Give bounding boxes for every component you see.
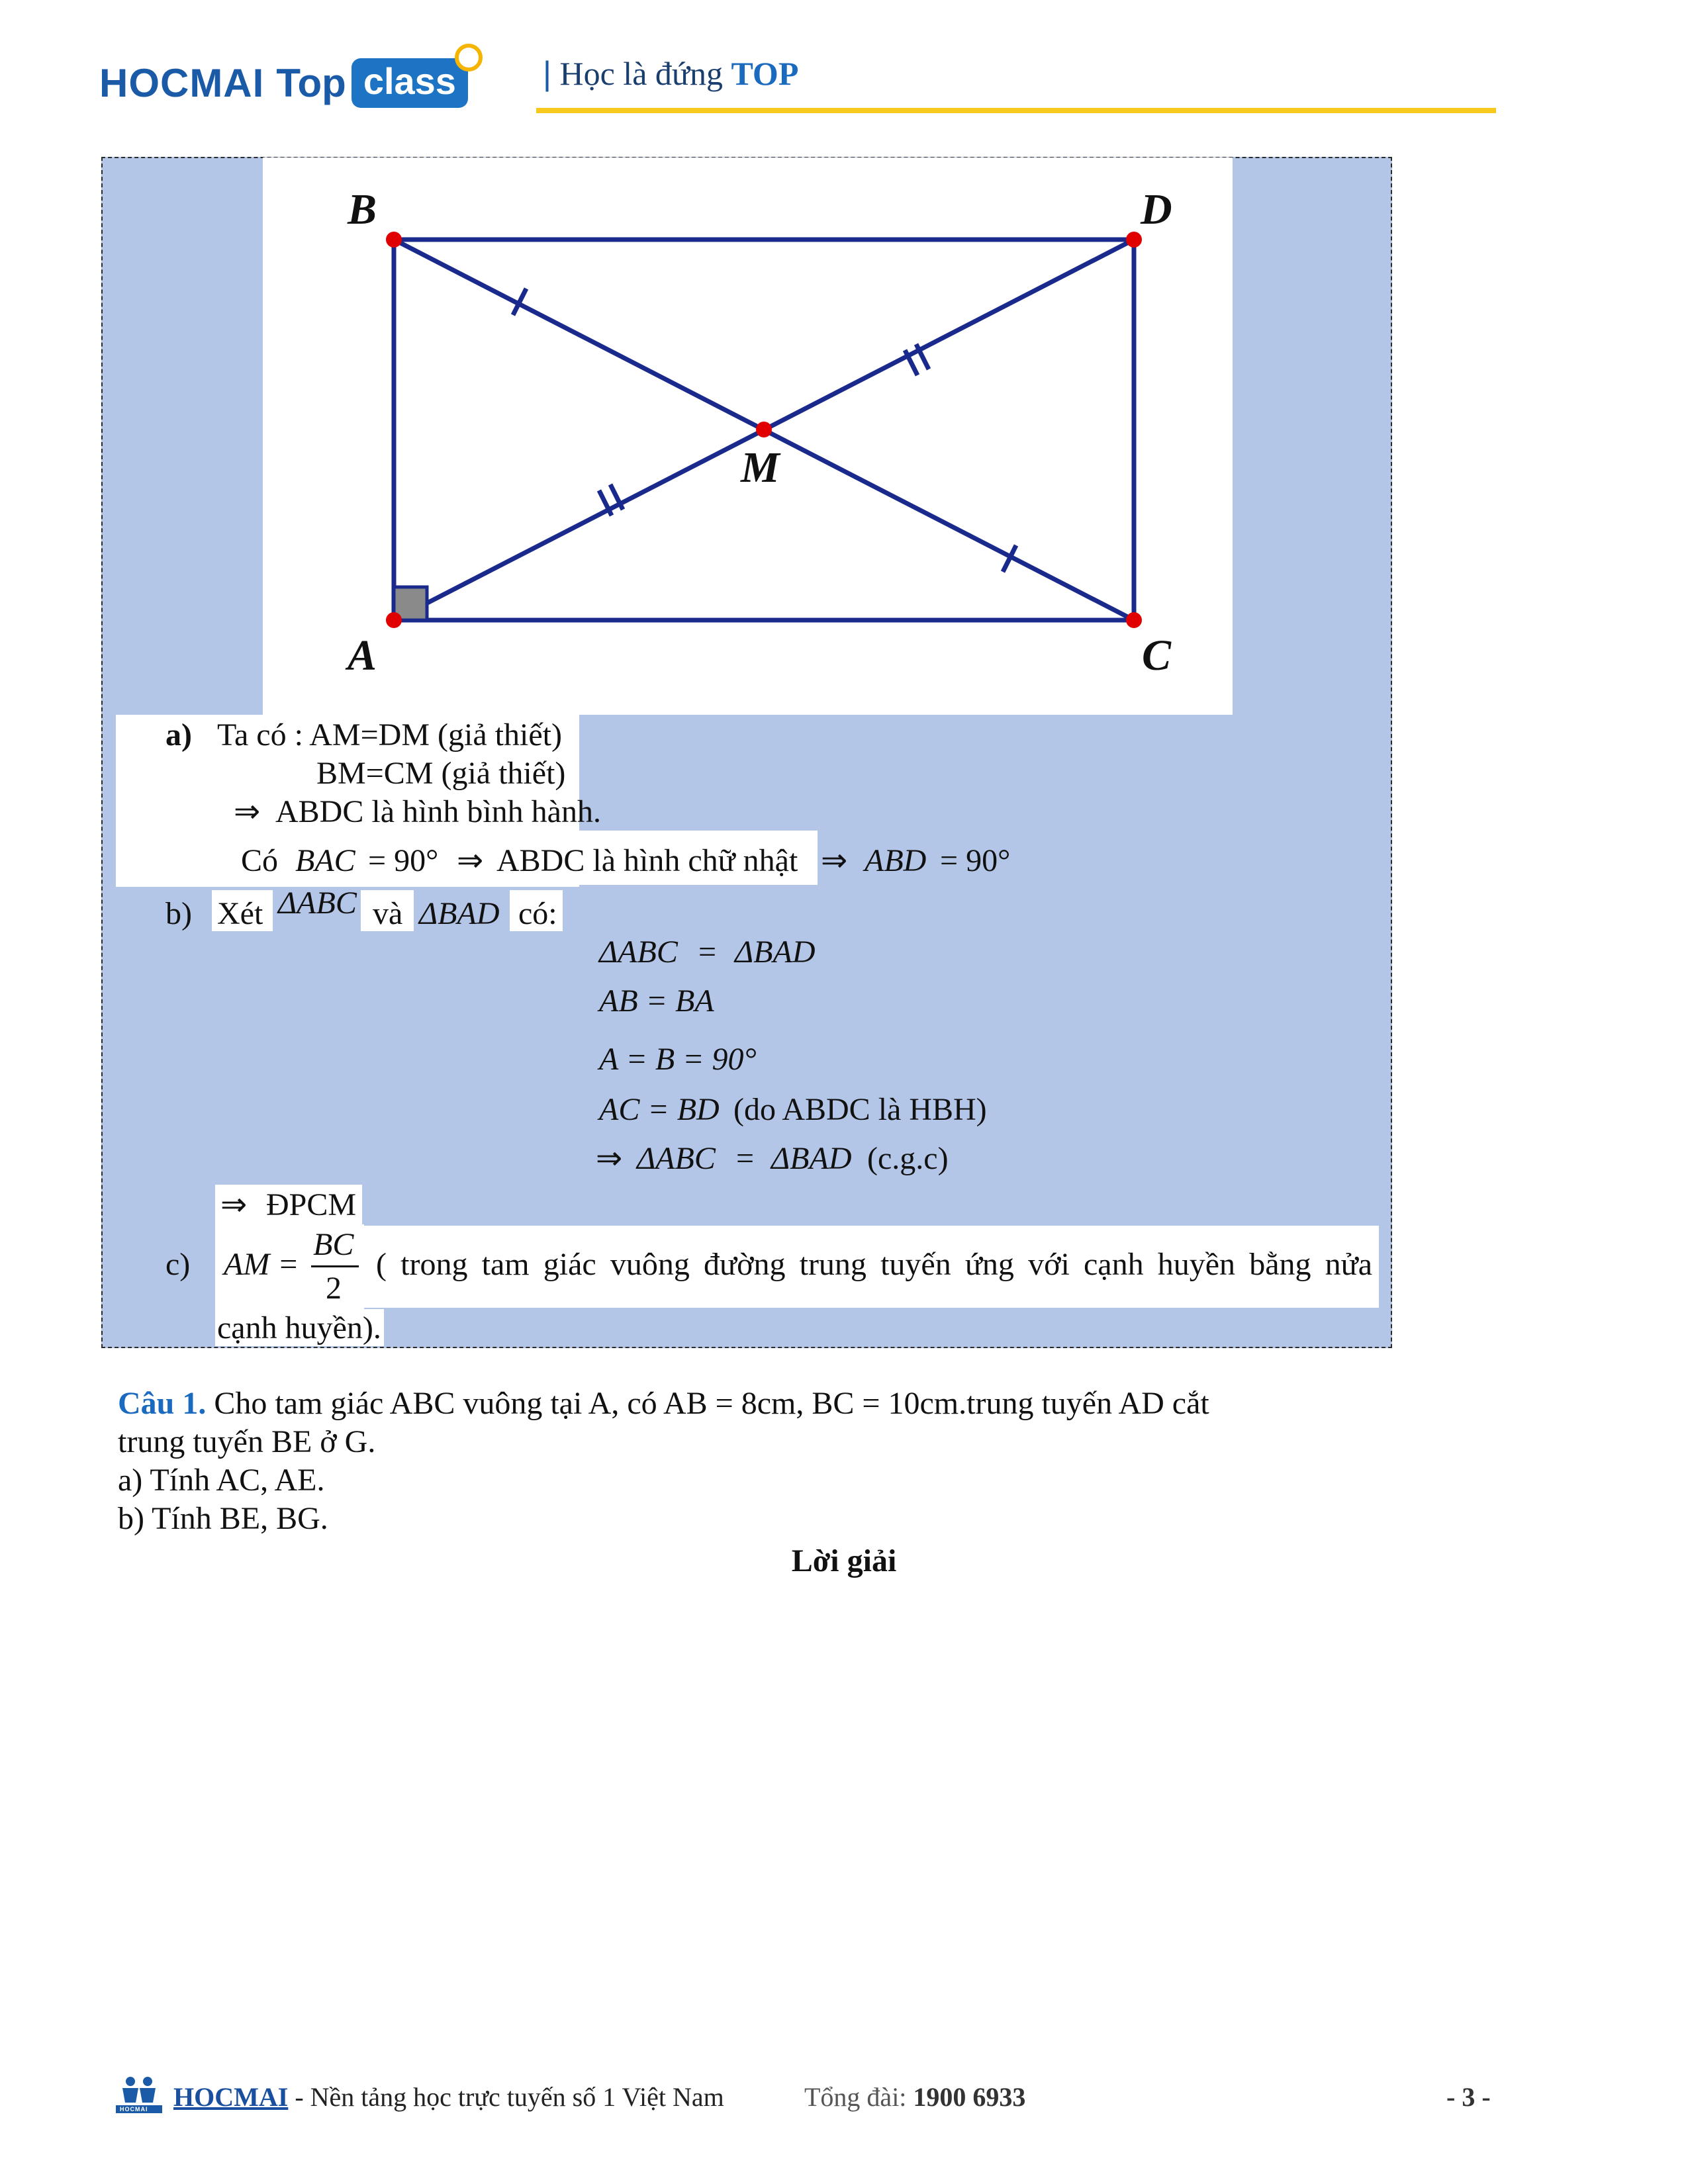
question-part-a: a) Tính AC, AE. xyxy=(118,1463,325,1498)
part-a-line3: ABDC là hình bình hành. xyxy=(275,794,601,829)
part-a-line4-arrow: ⇒ xyxy=(457,843,484,878)
part-b-xet: Xét xyxy=(217,896,263,931)
part-c-denominator: 2 xyxy=(326,1271,342,1306)
part-b-tri-abc: ΔABC xyxy=(278,886,357,921)
tagline-top: TOP xyxy=(731,55,799,92)
part-b-eq1-mid: = xyxy=(698,934,717,970)
hotline-label: Tổng đài: xyxy=(804,2082,914,2112)
point-c xyxy=(1126,612,1142,628)
part-b-eq4-text: (do ABDC là HBH) xyxy=(733,1092,987,1127)
part-a-label: a) xyxy=(165,717,192,752)
sun-icon xyxy=(455,44,483,71)
point-b xyxy=(386,232,402,248)
answer-heading: Lời giải xyxy=(791,1543,897,1578)
part-b-eq5-mid: = xyxy=(736,1141,755,1176)
part-a-line3-arrow: ⇒ xyxy=(234,794,261,829)
tagline-text: Học là đứng xyxy=(559,55,723,92)
part-b-va: và xyxy=(373,896,403,931)
footer-logo xyxy=(116,2075,162,2118)
part-b-eq3: A = B = 90° xyxy=(599,1042,757,1077)
footer-logo-text: HOCMAI xyxy=(120,2106,148,2113)
part-a-angle-bac: BAC xyxy=(295,843,355,878)
point-a xyxy=(386,612,402,628)
part-a-eq-90-2: = 90° xyxy=(940,843,1011,878)
question-line2: trung tuyến BE ở G. xyxy=(118,1424,376,1459)
part-b-eq4-math: AC = BD xyxy=(599,1092,720,1127)
header-underline xyxy=(536,108,1496,113)
part-b-eq5-text: (c.g.c) xyxy=(867,1141,949,1176)
part-a-line4-text: ABDC là hình chữ nhật xyxy=(496,843,798,878)
part-b-eq1-left: ΔABC xyxy=(599,934,678,970)
part-c-text2: cạnh huyền). xyxy=(217,1310,381,1345)
part-c-label: c) xyxy=(165,1247,191,1282)
footer-text xyxy=(173,2081,724,2113)
label-b: B xyxy=(348,185,377,234)
label-a: A xyxy=(348,631,377,680)
question-label: Câu 1. xyxy=(118,1386,207,1421)
rectangle-diagram xyxy=(263,158,1233,715)
part-b-eq2: AB = BA xyxy=(599,983,714,1019)
point-d xyxy=(1126,232,1142,248)
rectangle-figure xyxy=(263,158,1233,715)
footer-hotline xyxy=(804,2081,1025,2113)
logo-class-text: class xyxy=(363,60,456,102)
logo-hocmai-text: HOCMAI xyxy=(99,60,265,105)
logo-top-text: Top xyxy=(276,60,346,105)
fraction-bar xyxy=(311,1265,359,1267)
footer-slogan: - Nền tảng học trực tuyến số 1 Việt Nam xyxy=(288,2082,724,2112)
part-a-angle-abd: ABD xyxy=(865,843,927,878)
point-m xyxy=(756,422,772,437)
hocmai-topclass-logo xyxy=(99,53,468,113)
tagline-bar: | xyxy=(543,55,551,92)
part-b-co: có: xyxy=(518,896,557,931)
part-b-label: b) xyxy=(165,896,192,931)
part-a-line4-co: Có xyxy=(241,843,279,878)
label-c: C xyxy=(1142,631,1172,680)
hotline-number: 1900 6933 xyxy=(913,2082,1026,2112)
logo-class-badge xyxy=(352,58,468,108)
part-b-tri-bad: ΔBAD xyxy=(419,896,500,931)
page-number: - 3 - xyxy=(1446,2082,1491,2112)
part-a-line4-arrow2: ⇒ xyxy=(821,843,848,878)
part-c-numerator: BC xyxy=(313,1227,354,1262)
header-tagline xyxy=(543,54,798,93)
question-line1 xyxy=(118,1385,1209,1423)
part-a-eq-90: = 90° xyxy=(368,843,439,878)
part-c-text: ( trong tam giác vuông đường trung tuyến ứng với cạnh huyền bằng nửa xyxy=(376,1247,1372,1282)
part-a-line2: BM=CM (giả thiết) xyxy=(316,756,566,791)
part-a-line1: Ta có : AM=DM (giả thiết) xyxy=(217,717,562,752)
footer-brand-link[interactable]: HOCMAI xyxy=(173,2082,289,2112)
part-b-eq1-right: ΔBAD xyxy=(735,934,816,970)
part-b-concl-arrow: ⇒ xyxy=(220,1187,248,1222)
part-b-eq5-left: ΔABC xyxy=(637,1141,716,1176)
label-m: M xyxy=(741,443,780,492)
part-b-concl: ĐPCM xyxy=(266,1187,357,1222)
question-text-1: Cho tam giác ABC vuông tại A, có AB = 8cm, BC = 10cm.trung tuyến AD cắt xyxy=(214,1386,1209,1421)
part-b-eq5-right: ΔBAD xyxy=(771,1141,852,1176)
label-d: D xyxy=(1141,185,1172,234)
question-part-b: b) Tính BE, BG. xyxy=(118,1501,328,1536)
part-b-eq5-arrow: ⇒ xyxy=(596,1141,623,1176)
part-c-am: AM = xyxy=(224,1247,299,1282)
